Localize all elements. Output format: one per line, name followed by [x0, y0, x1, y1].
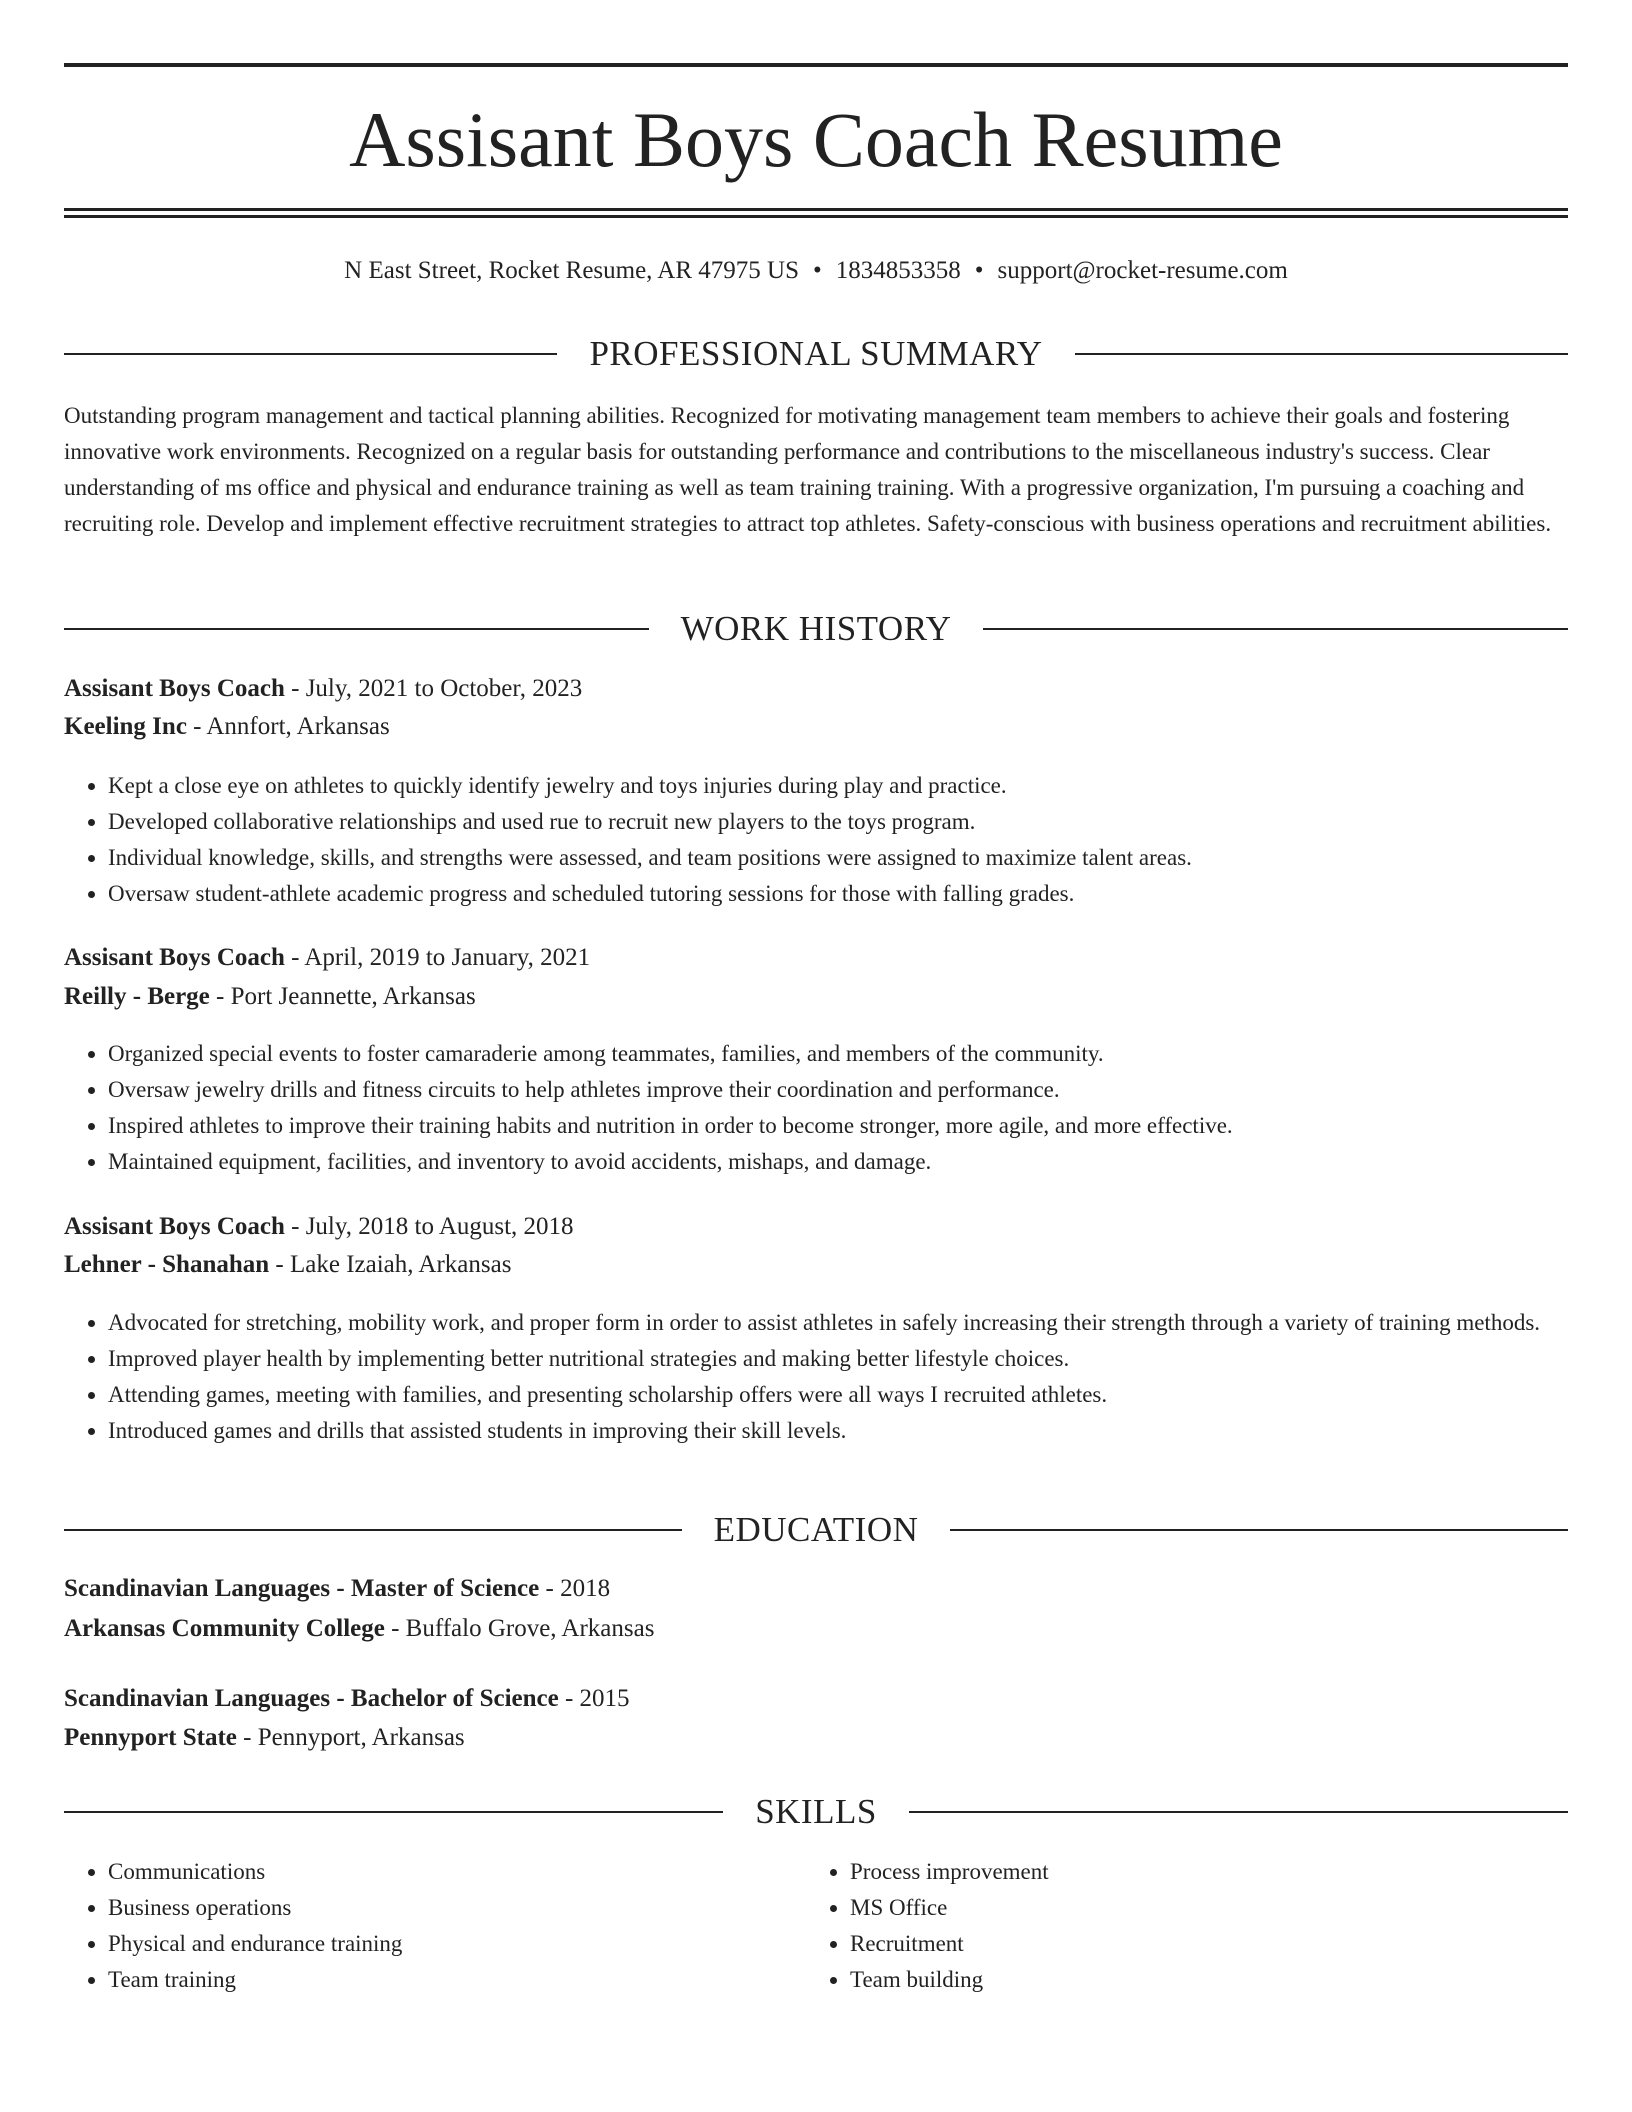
section-title-skills: SKILLS [755, 1792, 877, 1831]
education-school: Arkansas Community College [64, 1615, 385, 1642]
education-degree: Scandinavian Languages - Master of Science [64, 1575, 540, 1602]
education-location: - Pennyport, Arkansas [236, 1724, 465, 1751]
section-rule [983, 628, 1568, 630]
list-item: • Introduced games and drills that assisted students in improving their skill levels. [108, 1413, 1568, 1449]
education-school-line [64, 1721, 1568, 1755]
skills-list-right [806, 1854, 1550, 1998]
top-rule [64, 63, 1568, 67]
job-title: Assisant Boys Coach [64, 675, 285, 702]
education-degree-line [64, 1572, 1568, 1606]
section-rule [950, 1529, 1568, 1531]
contact-separator: • [813, 257, 822, 284]
skill-item: • Recruitment [850, 1926, 1550, 1962]
section-title-education: EDUCATION [713, 1510, 919, 1549]
skill-item: • MS Office [850, 1890, 1550, 1926]
list-item: • Inspired athletes to improve their training habits and nutrition in order to become stronger, more agile, and more effective. [108, 1108, 1568, 1144]
list-item: • Oversaw jewelry drills and fitness circuits to help athletes improve their coordination and performance. [108, 1072, 1568, 1108]
section-header-education [64, 1509, 1568, 1551]
section-rule [64, 1811, 723, 1813]
summary-text: Outstanding program management and tactical planning abilities. Recognized for motivating management team members to achieve their goals and fostering innovative work environments. Recognized on a regular basis for outstanding performance and contributions to the miscellaneous industry's success. Clear understanding of ms office and physical and endurance training as well as team training training. With a progressive organization, I'm pursuing a coaching and recruiting role. Develop and implement effective recruitment strategies to attract top athletes. Safety-conscious with business operations and recruitment abilities. [64, 403, 1552, 536]
job-dates: - July, 2021 to October, 2023 [284, 675, 583, 702]
job-company: Reilly - Berge [64, 983, 210, 1010]
education-year: - 2015 [558, 1685, 630, 1712]
list-item: • Maintained equipment, facilities, and inventory to avoid accidents, mishaps, and damage. [108, 1144, 1568, 1180]
list-item: • Developed collaborative relationships and used rue to recruit new players to the toys program. [108, 804, 1568, 840]
skill-item: • Team training [108, 1962, 808, 1998]
job-bullets [64, 1305, 1568, 1449]
section-header-work [64, 608, 1568, 650]
section-rule [64, 353, 557, 355]
resume-title: Assisant Boys Coach Resume [349, 96, 1283, 183]
education-degree-line [64, 1682, 1568, 1716]
section-title-work: WORK HISTORY [680, 609, 952, 648]
list-item: • Kept a close eye on athletes to quickly identify jewelry and toys injuries during play and practice. [108, 768, 1568, 804]
job-location: - Port Jeannette, Arkansas [209, 983, 476, 1010]
section-rule [64, 628, 649, 630]
skill-item: • Physical and endurance training [108, 1926, 808, 1962]
job-company: Keeling Inc [64, 713, 187, 740]
skills-list-left [64, 1854, 808, 1998]
job-company-line [64, 1248, 1568, 1282]
list-item: • Oversaw student-athlete academic progress and scheduled tutoring sessions for those with falling grades. [108, 876, 1568, 912]
job-company: Lehner - Shanahan [64, 1251, 270, 1278]
contact-email: support@rocket-resume.com [997, 257, 1288, 284]
job-title-line [64, 672, 1568, 706]
contact-phone: 1834853358 [835, 257, 961, 284]
title-rule-lower [64, 215, 1568, 218]
job-title: Assisant Boys Coach [64, 1213, 285, 1240]
job-dates: - April, 2019 to January, 2021 [284, 944, 591, 971]
skill-item: • Team building [850, 1962, 1550, 1998]
job-bullets [64, 768, 1568, 912]
job-company-line [64, 710, 1568, 744]
list-item: • Organized special events to foster camaraderie among teammates, families, and members of the community. [108, 1036, 1568, 1072]
skill-item: • Process improvement [850, 1854, 1550, 1890]
title-rule-upper [64, 208, 1568, 211]
education-location: - Buffalo Grove, Arkansas [384, 1615, 655, 1642]
education-school: Pennyport State [64, 1724, 237, 1751]
contact-separator: • [974, 257, 984, 284]
job-title-line [64, 941, 1568, 975]
list-item: • Attending games, meeting with families, and presenting scholarship offers were all ways I recruited athletes. [108, 1377, 1568, 1413]
job-location: - Lake Izaiah, Arkansas [269, 1251, 512, 1278]
section-rule [1075, 353, 1568, 355]
job-bullets [64, 1036, 1568, 1180]
section-rule [909, 1811, 1568, 1813]
job-title-line [64, 1210, 1568, 1244]
job-title: Assisant Boys Coach [64, 944, 285, 971]
section-title-summary: PROFESSIONAL SUMMARY [589, 334, 1043, 373]
contact-line [64, 254, 1568, 288]
contact-address: N East Street, Rocket Resume, AR 47975 US [344, 257, 799, 284]
job-dates: - July, 2018 to August, 2018 [284, 1213, 574, 1240]
section-rule [64, 1529, 682, 1531]
education-degree: Scandinavian Languages - Bachelor of Science [64, 1685, 559, 1712]
section-header-skills [64, 1791, 1568, 1833]
skill-item: • Business operations [108, 1890, 808, 1926]
job-location: - Annfort, Arkansas [186, 713, 390, 740]
list-item: • Improved player health by implementing better nutritional strategies and making better lifestyle choices. [108, 1341, 1568, 1377]
list-item: • Individual knowledge, skills, and strengths were assessed, and team positions were assigned to maximize talent areas. [108, 840, 1568, 876]
list-item: • Advocated for stretching, mobility work, and proper form in order to assist athletes in safely increasing their strength through a variety of training methods. [108, 1305, 1568, 1341]
section-header-summary [64, 333, 1568, 375]
skill-item: • Communications [108, 1854, 808, 1890]
job-company-line [64, 980, 1568, 1014]
education-school-line [64, 1612, 1568, 1646]
education-year: - 2018 [539, 1575, 611, 1602]
